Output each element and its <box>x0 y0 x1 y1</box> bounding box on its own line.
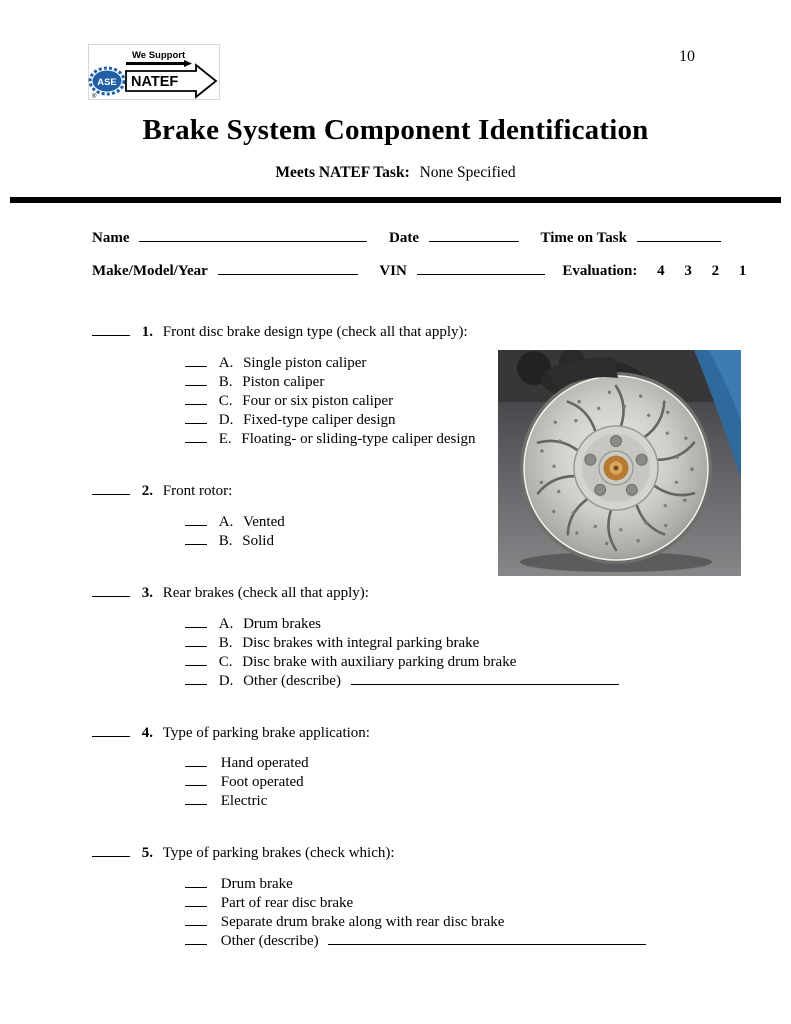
evaluation-1: 1 <box>738 262 747 279</box>
brake-rotor-graphic <box>498 350 741 576</box>
option-letter: C. <box>218 653 233 670</box>
option-row <box>185 615 791 634</box>
vin-label: VIN <box>379 262 407 279</box>
option-check-blank <box>185 672 207 685</box>
question-5-answer-blank <box>92 845 130 858</box>
option-check-blank <box>185 411 207 424</box>
option-check-blank <box>185 615 207 628</box>
option-check-blank <box>185 513 207 526</box>
option-row <box>185 653 791 672</box>
time-on-task-blank <box>637 229 721 242</box>
divider-rule <box>10 197 781 203</box>
question-2-answer-blank <box>92 482 130 495</box>
option-check-blank <box>185 793 207 806</box>
evaluation-label: Evaluation: <box>562 262 638 279</box>
question-5-number: 5. <box>141 845 153 862</box>
option-text: Drum brakes <box>243 615 321 632</box>
question-3-options <box>185 615 791 691</box>
option-row <box>185 755 791 774</box>
option-text: Fixed-type caliper design <box>243 412 396 428</box>
header-fields <box>92 229 791 280</box>
page-number: 10 <box>679 48 695 65</box>
option-letter: C. <box>218 393 233 409</box>
option-row <box>185 913 791 932</box>
option-row <box>185 634 791 653</box>
evaluation-4: 4 <box>657 262 665 279</box>
option-check-blank <box>185 653 207 666</box>
option-text: Drum brake <box>220 876 293 892</box>
registered-mark: ® <box>92 94 97 100</box>
brake-rotor-photo <box>498 350 741 576</box>
task-label: Meets NATEF Task: <box>275 164 410 181</box>
option-letter: A. <box>218 513 234 530</box>
other-describe-blank <box>328 932 646 945</box>
option-text: Piston caliper <box>242 374 325 390</box>
natef-ase-logo <box>88 44 220 100</box>
option-row <box>185 932 791 951</box>
option-letter: B. <box>218 374 233 390</box>
task-value: None Specified <box>419 164 516 181</box>
option-row <box>185 894 791 913</box>
question-2-text: Front rotor: <box>162 483 233 499</box>
question-1-number: 1. <box>141 324 153 341</box>
option-row <box>185 793 791 812</box>
question-5 <box>92 845 791 952</box>
option-check-blank <box>185 532 207 545</box>
natef-logo-graphic <box>88 44 220 100</box>
option-text: Other (describe) <box>243 672 341 689</box>
ase-text: ASE <box>97 77 117 88</box>
option-text: Separate drum brake along with rear disc brake <box>220 914 505 930</box>
question-3-text: Rear brakes (check all that apply): <box>162 584 369 601</box>
option-text: Disc brake with auxiliary parking drum brake <box>242 653 517 670</box>
option-check-blank <box>185 430 207 443</box>
other-describe-blank <box>351 672 619 685</box>
question-1-line <box>92 324 791 342</box>
option-text: Disc brakes with integral parking brake <box>242 634 480 651</box>
time-on-task-label: Time on Task <box>540 229 627 246</box>
question-4 <box>92 724 791 812</box>
option-check-blank <box>185 774 207 787</box>
option-check-blank <box>185 354 207 367</box>
name-label: Name <box>92 229 130 246</box>
question-5-options <box>185 875 791 951</box>
option-letter: D. <box>218 412 234 428</box>
option-letter: D. <box>218 672 234 689</box>
option-text: Electric <box>220 793 268 810</box>
option-check-blank <box>185 373 207 386</box>
option-letter: B. <box>218 634 233 651</box>
option-text: Solid <box>242 532 274 549</box>
option-text: Foot operated <box>220 774 304 791</box>
question-3-answer-blank <box>92 584 130 597</box>
question-4-number: 4. <box>141 724 153 741</box>
option-check-blank <box>185 634 207 647</box>
option-text: Four or six piston caliper <box>242 393 394 409</box>
page-title: Brake System Component Identification <box>142 114 649 146</box>
question-4-line <box>92 724 791 742</box>
question-5-text: Type of parking brakes (check which): <box>162 845 395 862</box>
vehicle-row <box>92 262 791 280</box>
question-3-number: 3. <box>141 584 153 601</box>
option-row <box>185 672 791 691</box>
option-check-blank <box>185 755 207 768</box>
question-3-line <box>92 584 791 602</box>
date-blank <box>429 229 519 242</box>
option-check-blank <box>185 932 207 945</box>
name-blank <box>139 229 367 242</box>
option-row <box>185 875 791 894</box>
evaluation-3: 3 <box>684 262 692 279</box>
question-4-answer-blank <box>92 724 130 737</box>
date-label: Date <box>389 229 419 246</box>
question-1-answer-blank <box>92 324 130 337</box>
natef-text: NATEF <box>131 74 179 90</box>
question-2-number: 2. <box>141 483 153 499</box>
page-header <box>0 0 791 100</box>
option-text: Single piston caliper <box>243 355 367 371</box>
option-check-blank <box>185 875 207 888</box>
logo-we-support-text: We Support <box>132 50 186 61</box>
option-text: Vented <box>243 513 285 530</box>
option-check-blank <box>185 913 207 926</box>
option-letter: A. <box>218 615 234 632</box>
option-text: Part of rear disc brake <box>220 895 354 911</box>
question-1-text: Front disc brake design type (check all that apply): <box>162 324 468 341</box>
natef-task-line <box>0 164 791 182</box>
evaluation-2: 2 <box>711 262 720 279</box>
question-3 <box>92 584 791 691</box>
vin-blank <box>417 262 545 275</box>
option-letter: A. <box>218 355 234 371</box>
option-text: Hand operated <box>220 755 309 772</box>
name-date-row <box>92 229 791 247</box>
question-5-line <box>92 845 791 863</box>
option-letter: E. <box>218 431 232 447</box>
option-text: Other (describe) <box>220 933 319 949</box>
option-text: Floating- or sliding-type caliper design <box>241 431 476 447</box>
option-row <box>185 774 791 793</box>
option-check-blank <box>185 392 207 405</box>
make-model-year-label: Make/Model/Year <box>92 262 208 279</box>
make-model-year-blank <box>218 262 358 275</box>
question-4-text: Type of parking brake application: <box>162 724 370 741</box>
question-4-options <box>185 755 791 812</box>
option-letter: B. <box>218 532 233 549</box>
option-check-blank <box>185 894 207 907</box>
